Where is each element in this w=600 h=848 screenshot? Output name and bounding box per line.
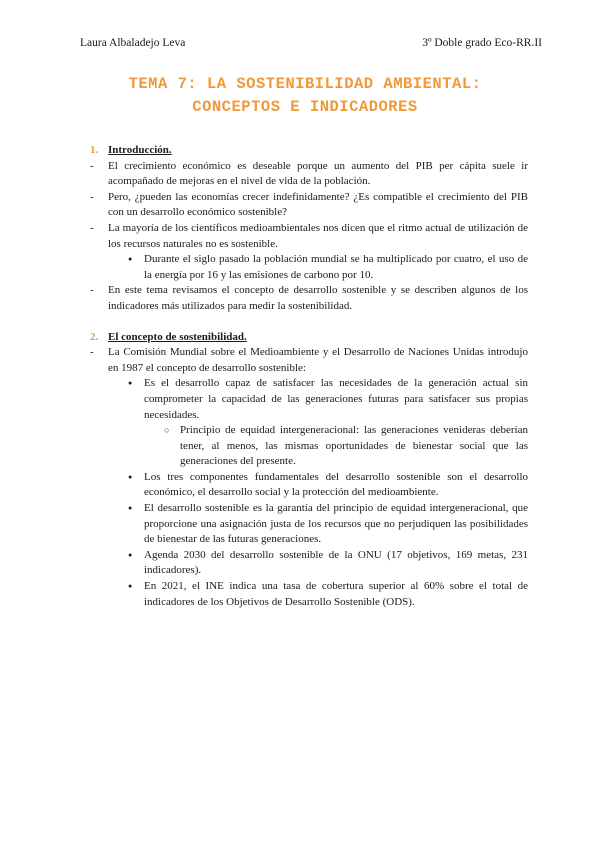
bullet-item: ● En 2021, el INE indica una tasa de cobertura superior al 60% sobre el total de indicadores de los Objetivos de Desarrollo Sostenible (ODS). [90, 579, 528, 610]
list-item: - El crecimiento económico es deseable porque un aumento del PIB per cápita suele ir acompañado de mejoras en el nivel de vida de la población. [90, 159, 528, 190]
section-2-heading [90, 330, 528, 346]
header-author: Laura Albaladejo Leva [80, 37, 186, 49]
section-1-number: 1. [90, 144, 99, 156]
page-title [60, 73, 550, 119]
bullet-item: ● El desarrollo sostenible es la garantía del principio de equidad intergeneracional, que proporcione una asignación justa de los recursos que no perjudiquen las posibilidades de bienestar de las futuras generaciones. [90, 501, 528, 548]
bullet-item: ● Los tres componentes fundamentales del desarrollo sostenible son el desarrollo económico, el desarrollo social y la protección del medioambiente. [90, 470, 528, 501]
section-2-title: El concepto de sostenibilidad. [108, 330, 247, 343]
section-1-heading [90, 143, 528, 159]
title-line-2: CONCEPTOS E INDICADORES [192, 98, 418, 116]
list-item: - La Comisión Mundial sobre el Medioambiente y el Desarrollo de Naciones Unidas introdujo en 1987 el concepto de desarrollo sostenible: [90, 345, 528, 376]
bullet-item: ● Agenda 2030 del desarrollo sostenible de la ONU (17 objetivos, 169 metas, 231 indicadores). [90, 548, 528, 579]
list-item: - Pero, ¿pueden las economías crecer indefinidamente? ¿Es compatible el crecimiento del PIB con un desarrollo económico sostenible? [90, 190, 528, 221]
sub-bullet-item: ○ Principio de equidad intergeneracional: las generaciones venideras deberían tener, al menos, las mismas oportunidades de bienestar social que las generaciones del presente. [90, 423, 528, 470]
section-2-number: 2. [90, 330, 99, 343]
list-item: - En este tema revisamos el concepto de desarrollo sostenible y se describen algunos de los indicadores más utilizados para medir la sostenibilidad. [90, 283, 528, 314]
title-line-1: TEMA 7: LA SOSTENIBILIDAD AMBIENTAL: [128, 75, 482, 93]
document-body [90, 143, 528, 610]
section-1-title: Introducción. [108, 144, 172, 156]
bullet-item: ● Es el desarrollo capaz de satisfacer las necesidades de la generación actual sin comprometer la capacidad de las generaciones futuras para satisfacer sus propias necesidades. [90, 376, 528, 423]
header-course: 3º Doble grado Eco-RR.II [422, 37, 542, 49]
bullet-item: ● Durante el siglo pasado la población mundial se ha multiplicado por cuatro, el uso de la energía por 16 y las emisiones de carbono por 10. [90, 252, 528, 283]
list-item: - La mayoría de los científicos medioambientales nos dicen que el ritmo actual de utilización de los recursos naturales no es sostenible. [90, 221, 528, 252]
